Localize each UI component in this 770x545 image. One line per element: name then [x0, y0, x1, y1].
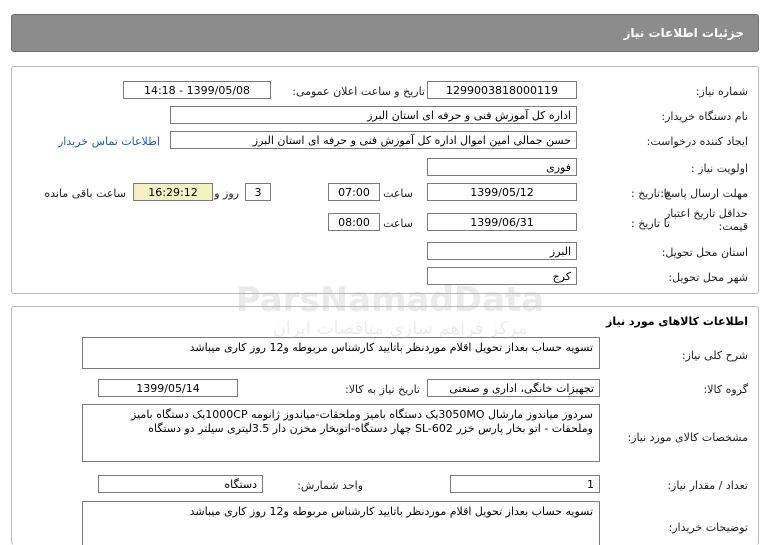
validity-time-label: ساعت: [383, 217, 413, 230]
priority-field: فوری: [427, 158, 577, 176]
deadline-date-field: 1399/05/12: [427, 183, 577, 201]
need-date-field: 1399/05/14: [98, 379, 238, 397]
need-number-label: شماره نیاز:: [695, 85, 748, 98]
time-remaining-field: 16:29:12: [133, 183, 213, 201]
province-label: استان محل تحویل:: [661, 246, 748, 259]
deadline-to-date-label: تا تاریخ :: [631, 187, 670, 200]
specs-field: [82, 404, 600, 462]
deadline-label: مهلت ارسال پاسخ:: [660, 187, 748, 200]
requester-label: ایجاد کننده درخواست:: [646, 135, 748, 148]
validity-label: حداقل تاریخ اعتبار قیمت:: [664, 207, 748, 233]
goods-panel: [11, 306, 759, 545]
general-desc-label: شرح کلی نیاز:: [681, 349, 748, 362]
days-and-label: روز و: [214, 187, 239, 200]
city-field: کرج: [427, 267, 577, 285]
need-number-field: 1299003818000119: [427, 81, 577, 99]
validity-date-field: 1399/06/31: [427, 213, 577, 231]
time-remaining-label: ساعت باقی مانده: [44, 187, 126, 200]
watermark-logo: ParsNamadData: [235, 280, 545, 320]
buyer-contact-link[interactable]: اطلاعات تماس خریدار: [58, 135, 160, 148]
goods-group-label: گروه کالا:: [703, 383, 748, 396]
goods-section-title: اطلاعات کالاهای مورد نیاز: [606, 315, 748, 328]
need-details-panel: [11, 66, 759, 294]
unit-field: دستگاه: [98, 475, 263, 493]
announce-date-label: تاریخ و ساعت اعلان عمومی:: [292, 85, 425, 98]
deadline-time-field: 07:00: [328, 183, 380, 201]
buyer-notes-label: توضیحات خریدار:: [668, 521, 748, 534]
quantity-label: تعداد / مقدار نیاز:: [667, 479, 748, 492]
province-field: البرز: [427, 242, 577, 260]
buyer-notes-field: تسویه حساب بعداز تحویل اقلام موردنظر باتایید کارشناس مربوطه و12 روز کاری میباشد: [82, 501, 600, 545]
validity-to-date-label: تا تاریخ :: [631, 217, 670, 230]
watermark-subtitle: مرکز فراهم سازی مناقصات ایران: [272, 318, 528, 339]
specs-line-1: سردوز میاندوز مارشال 3050MOیک دستگاه بامیز وملحقات-میاندوز ژانومه 1000CPیک دستگاه بامیز: [131, 408, 593, 421]
priority-label: اولویت نیاز :: [690, 162, 748, 175]
buyer-org-label: نام دستگاه خریدار:: [661, 110, 748, 123]
need-date-label: تاریخ نیاز به کالا:: [345, 383, 420, 396]
general-desc-field: تسویه حساب بعداز تحویل اقلام موردنظر باتایید کارشناس مربوطه و12 روز کاری میباشد: [82, 337, 600, 369]
page-title: جزئیات اطلاعات نیاز: [623, 26, 744, 40]
unit-label: واحد شمارش:: [297, 479, 363, 492]
page-header: [11, 14, 759, 52]
days-remaining-field: 3: [245, 183, 271, 201]
quantity-field: 1: [450, 475, 600, 493]
goods-group-field: تجهیزات خانگی، اداری و صنعتی: [427, 379, 600, 397]
specs-label: مشخصات کالای مورد نیاز:: [627, 431, 748, 444]
city-label: شهر محل تحویل:: [668, 271, 748, 284]
buyer-org-field: اداره کل آموزش فنی و حرفه ای استان البرز: [170, 106, 577, 124]
requester-field: حسن جمالی امین اموال اداره کل آموزش فنی و حرفه ای استان البرز: [170, 131, 577, 149]
specs-line-2: وملحقات - اتو بخار پارس خزر SL-602 چهار دستگاه-اتوبخار مخزن دار 3.5لیتری سیلتر دو دستگاه: [148, 422, 593, 435]
validity-time-field: 08:00: [328, 213, 380, 231]
deadline-time-label: ساعت: [383, 187, 413, 200]
announce-date-field: 1399/05/08 - 14:18: [123, 81, 271, 99]
